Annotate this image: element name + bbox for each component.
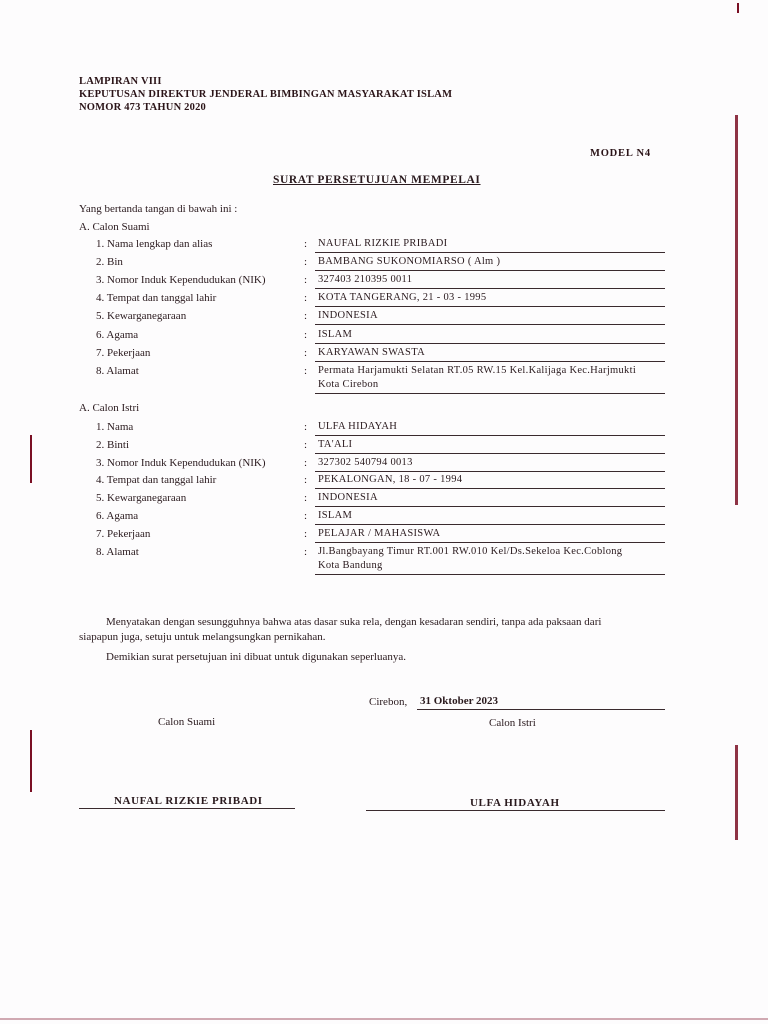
field-value: INDONESIA (318, 492, 378, 504)
field-underline (315, 343, 665, 344)
field-label: 1. Nama lengkap dan alias (96, 238, 213, 250)
field-label: 3. Nomor Induk Kependudukan (NIK) (96, 274, 266, 287)
field-label: 3. Nomor Induk Kependudukan (NIK) (96, 456, 266, 469)
header-line-3: NOMOR 473 TAHUN 2020 (79, 102, 206, 113)
field-underline (315, 488, 665, 489)
field-underline (315, 361, 665, 362)
intro-text: Yang bertanda tangan di bawah ini : (79, 203, 238, 215)
field-underline (315, 471, 665, 472)
section-heading-wife: A. Calon Istri (79, 402, 140, 414)
field-value: BAMBANG SUKONOMIARSO ( Alm ) (318, 256, 501, 268)
field-value: 327403 210395 0011 (318, 274, 413, 286)
statement-line-2: siapapun juga, setuju untuk melangsungkan pernikahan. (79, 631, 326, 643)
closing-statement: Demikian surat persetujuan ini dibuat untuk digunakan seperluanya. (106, 651, 406, 663)
field-underline (315, 288, 665, 289)
field-label: 8. Alamat (96, 545, 139, 558)
field-label: 6. Agama (96, 328, 139, 341)
field-value-continued: Kota Cirebon (318, 378, 379, 390)
field-value: ISLAM (318, 328, 353, 340)
field-value: Permata Harjamukti Selatan RT.05 RW.15 Kel.Kalijaga Kec.Harjmukti (318, 364, 637, 376)
field-colon: : (304, 456, 308, 469)
field-colon: : (304, 510, 308, 522)
field-colon: : (304, 310, 308, 323)
scan-edge-mark (30, 435, 32, 483)
field-value: KOTA TANGERANG, 21 - 03 - 1995 (318, 292, 487, 304)
date-underline (417, 709, 665, 710)
field-colon: : (304, 292, 308, 305)
field-label: 5. Kewarganegaraan (96, 492, 187, 505)
husband-signature-label: Calon Suami (158, 716, 216, 728)
field-value: INDONESIA (318, 310, 378, 322)
husband-signature-line (79, 808, 295, 809)
wife-signature-name: ULFA HIDAYAH (470, 797, 560, 809)
field-value-continued: Kota Bandung (318, 559, 383, 571)
scan-edge-mark (735, 115, 738, 505)
field-colon: : (304, 474, 308, 487)
field-colon: : (304, 256, 308, 269)
field-label: 4. Tempat dan tanggal lahir (96, 292, 217, 305)
scan-edge-mark (30, 730, 32, 792)
field-value: Jl.Bangbayang Timur RT.001 RW.010 Kel/Ds.Sekeloa Kec.Coblong (318, 545, 623, 557)
field-colon: : (304, 492, 308, 505)
signing-place: Cirebon, (369, 696, 408, 708)
header-line-2: KEPUTUSAN DIREKTUR JENDERAL BIMBINGAN MASYARAKAT ISLAM (79, 89, 453, 100)
field-underline (315, 435, 665, 436)
field-underline (315, 252, 665, 253)
husband-signature-name: NAUFAL RIZKIE PRIBADI (114, 795, 263, 807)
field-underline (315, 542, 665, 543)
field-underline (315, 324, 665, 325)
field-value: TA'ALI (318, 438, 353, 450)
field-underline (315, 270, 665, 271)
statement-line-1: Menyatakan dengan sesungguhnya bahwa atas dasar suka rela, dengan kesadaran sendiri, tanpa ada paksaan dari (106, 616, 602, 628)
field-value: NAUFAL RIZKIE PRIBADI (318, 238, 448, 249)
field-colon: : (304, 438, 308, 451)
field-value: PEKALONGAN, 18 - 07 - 1994 (318, 474, 463, 486)
field-value: ISLAM (318, 510, 353, 521)
field-label: 2. Binti (96, 438, 130, 451)
field-colon: : (304, 527, 308, 540)
wife-signature-line (366, 810, 665, 811)
field-underline (315, 453, 665, 454)
field-label: 4. Tempat dan tanggal lahir (96, 474, 217, 487)
scan-edge-mark (0, 1018, 768, 1020)
field-underline (315, 393, 665, 394)
field-colon: : (304, 274, 308, 287)
wife-signature-label: Calon Istri (489, 717, 536, 729)
field-label: 5. Kewarganegaraan (96, 310, 187, 323)
section-heading-husband: A. Calon Suami (79, 221, 150, 233)
field-label: 6. Agama (96, 510, 139, 522)
field-label: 7. Pekerjaan (96, 346, 151, 359)
scan-edge-mark (735, 745, 738, 840)
field-colon: : (304, 238, 308, 250)
field-value: PELAJAR / MAHASISWA (318, 527, 441, 539)
field-underline (315, 306, 665, 307)
field-colon: : (304, 545, 308, 558)
field-colon: : (304, 346, 308, 359)
document-title: SURAT PERSETUJUAN MEMPELAI (273, 174, 481, 186)
field-colon: : (304, 421, 308, 433)
field-underline (315, 574, 665, 575)
field-label: 7. Pekerjaan (96, 527, 151, 540)
model-code: MODEL N4 (590, 148, 651, 159)
field-value: 327302 540794 0013 (318, 456, 413, 468)
header-line-1: LAMPIRAN VIII (79, 76, 162, 87)
field-value: KARYAWAN SWASTA (318, 346, 425, 358)
field-colon: : (304, 328, 308, 341)
field-underline (315, 506, 665, 507)
field-label: 1. Nama (96, 421, 134, 433)
field-label: 8. Alamat (96, 364, 139, 377)
signing-date: 31 Oktober 2023 (420, 695, 499, 707)
scan-edge-mark (737, 3, 739, 13)
field-underline (315, 524, 665, 525)
field-label: 2. Bin (96, 256, 123, 269)
field-value: ULFA HIDAYAH (318, 421, 398, 432)
field-colon: : (304, 364, 308, 377)
